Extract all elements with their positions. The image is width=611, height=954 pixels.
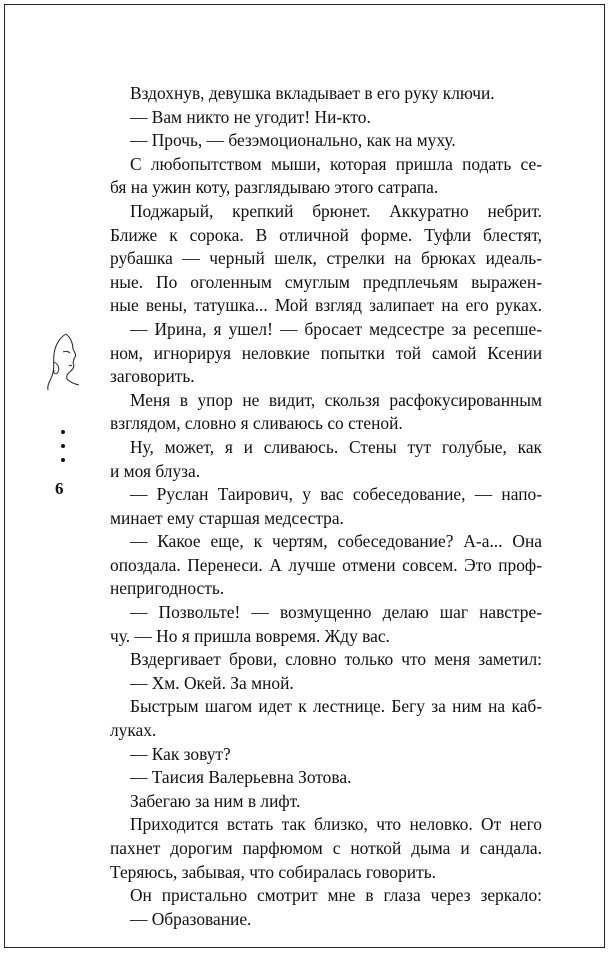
text-line: ные вены, татушка... Мой взгляд залипает на его руках. xyxy=(110,295,542,316)
ornament-dot xyxy=(61,430,65,434)
face-line-drawing-icon xyxy=(40,332,84,394)
text-line: — Прочь, — безэмоционально, как на муху. xyxy=(130,130,456,151)
text-line: Поджарый, крепкий брюнет. Аккуратно небрит. xyxy=(130,200,542,221)
text-line: Теряюсь, забывая, что собиралась говорить. xyxy=(110,861,436,882)
text-line: рубашка — черный шелк, стрелки на брюках идеаль- xyxy=(110,248,542,269)
ornament-dot xyxy=(61,444,65,448)
text-line: Забегаю за ним в лифт. xyxy=(130,790,301,811)
ornament-dot xyxy=(61,458,65,462)
text-line: Приходится встать так близко, что неловко. От него xyxy=(130,814,542,835)
text-line: Быстрым шагом идет к лестнице. Бегу за ним на каб- xyxy=(130,696,542,717)
text-line: — Образование. xyxy=(130,908,252,929)
text-line: — Руслан Таирович, у вас собеседование, — напо- xyxy=(130,484,542,505)
text-line: бя на ужин коту, разглядываю этого сатрапа. xyxy=(110,177,439,198)
text-line: С любопытством мыши, которая пришла подать се- xyxy=(130,153,542,174)
text-line: непригодность. xyxy=(110,578,225,599)
text-line: Вздохнув, девушка вкладывает в его руку ключи. xyxy=(130,83,495,103)
text-line: Ну, может, я и сливаюсь. Стены тут голубые, как xyxy=(130,436,542,457)
text-line: Он пристально смотрит мне в глаза через зеркало: xyxy=(130,885,542,906)
text-line: Ближе к сорока. В отличной форме. Туфли блестят, xyxy=(110,224,542,245)
text-line: — Таисия Валерьевна Зотова. xyxy=(130,767,352,788)
text-line: чу. — Но я пришла вовремя. Жду вас. xyxy=(110,625,390,646)
text-line: Меня в упор не видит, скользя расфокусированным xyxy=(130,389,542,410)
text-line: заговорить. xyxy=(110,366,195,387)
text-line: — Позвольте! — возмущенно делаю шаг навстре- xyxy=(130,602,542,623)
text-line: минает ему старшая медсестра. xyxy=(110,507,344,528)
body-text xyxy=(110,82,542,931)
text-line: взглядом, словно я сливаюсь со стеной. xyxy=(110,413,403,434)
text-line: — Как зовут? xyxy=(130,743,231,764)
page-number: 6 xyxy=(55,479,64,498)
text-line: луках. xyxy=(110,720,157,741)
text-line: — Вам никто не угодит! Ни-кто. xyxy=(130,106,371,127)
dots-ornament xyxy=(60,428,66,464)
text-line: и моя блуза. xyxy=(110,460,201,481)
text-line: ные. По оголенным смуглым предплечьям выражен- xyxy=(110,271,542,292)
text-line: пахнет дорогим парфюмом с ноткой дыма и сандала. xyxy=(110,838,542,858)
text-line: Вздергивает брови, словно только что меня заметил: xyxy=(130,649,542,670)
text-line: — Ирина, я ушел! — бросает медсестре за ресепше- xyxy=(130,318,542,339)
text-line: ном, игнорируя неловкие попытки той самой Ксении xyxy=(110,342,542,363)
text-line: опоздала. Перенеси. А лучше отмени совсем. Это проф- xyxy=(110,554,542,575)
text-line: — Хм. Окей. За мной. xyxy=(130,672,294,693)
text-line: — Какое еще, к чертям, собеседование? А-а... Она xyxy=(130,531,542,552)
